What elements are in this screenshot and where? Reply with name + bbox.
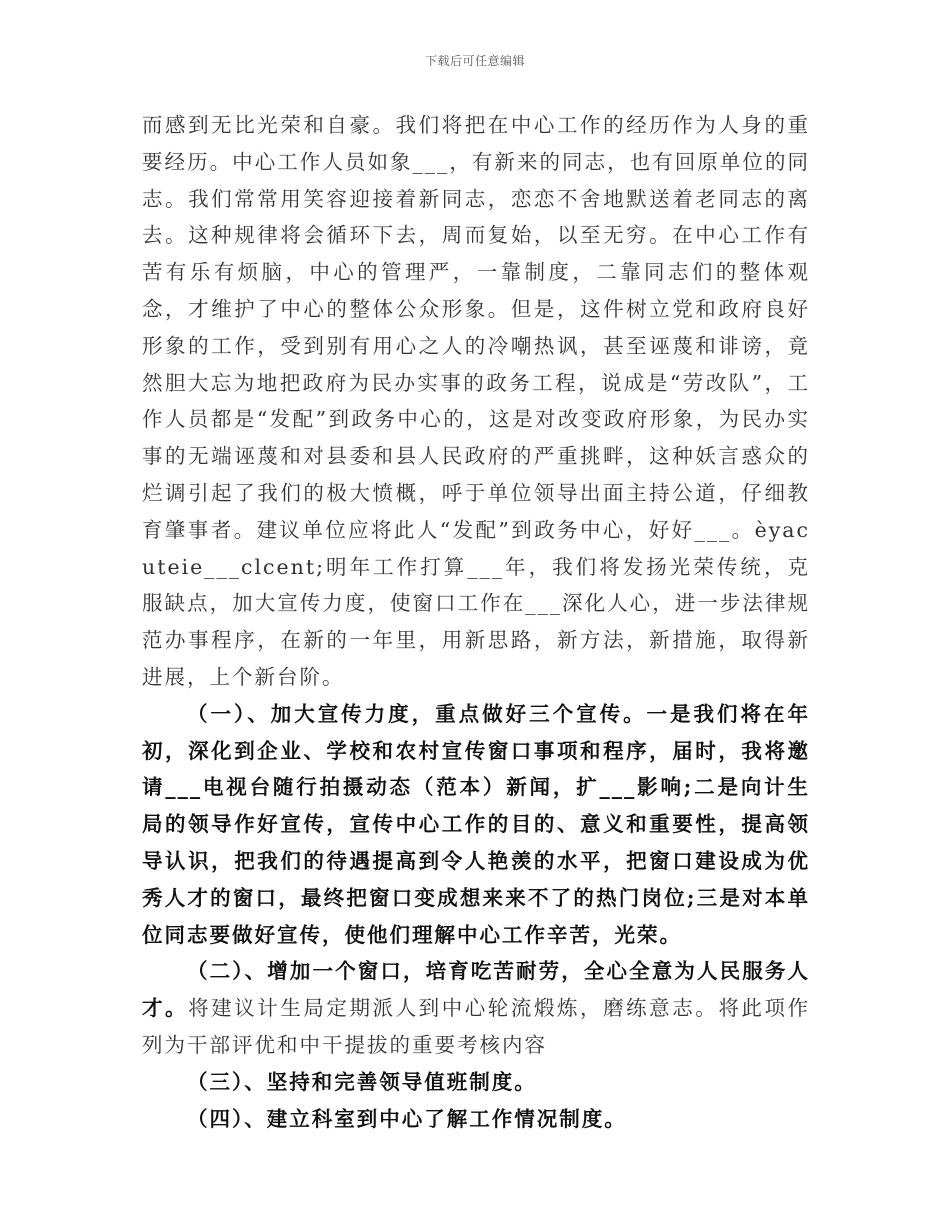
paragraph-item-1: （一）、加大宣传力度，重点做好三个宣传。一是我们将在年初，深化到企业、学校和农村宣传窗口事项和程序，届时，我将邀请___电视台随行拍摄动态（范本）新闻，扩___影响;二是向计生局的领导作好宣传，宣传中心工作的目的、意义和重要性，提高领导认识，把我们的待遇提高到令人艳羡的水平，把窗口建设成为优秀人才的窗口，最终把窗口变成想来来不了的热门岗位;三是对本单位同志要做好宣传，使他们理解中心工作辛苦，光荣。 <box>142 701 810 947</box>
paragraph-item-2-body: 将建议计生局定期派人到中心轮流煅炼，磨练意志。将此项作列为干部评优和中干提拔的重要考核内容 <box>142 996 811 1057</box>
paragraph-intro: 而感到无比光荣和自豪。我们将把在中心工作的经历作为人身的重要经历。中心工作人员如象___，有新来的同志，也有回原单位的同志。我们常常用笑容迎接着新同志，恋恋不舍地默送着老同志的离去。这种规律将会循环下去，周而复始，以至无穷。在中心工作有苦有乐有烦脑，中心的管理严，一靠制度，二靠同志们的整体观念，才维护了中心的整体公众形象。但是，这件树立党和政府良好形象的工作，受到别有用心之人的冷嘲热讽，甚至诬蔑和诽谤，竟然胆大忘为地把政府为民办实事的政务工程，说成是“劳改队”，工作人员都是“发配”到政务中心的，这是对改变政府形象，为民办实事的无端诬蔑和对县委和县人民政府的严重挑畔，这种妖言惑众的烂调引起了我们的极大愤概，呼于单位领导出面主持公道，仔细教育肇事者。建议单位应将此人“发配”到政务中心，好好___。èyacuteie___clcent;明年工作打算___年，我们将发扬光荣传统，克服缺点，加大宣传力度，使窗口工作在___深化人心，进一步法律规范办事程序，在新的一年里，用新思路，新方法，新措施，取得新进展，上个新台阶。 <box>142 113 810 689</box>
document-body <box>142 107 810 1137</box>
page-header: 下载后可任意编辑 <box>424 54 525 68</box>
paragraph-item-2-heading: （二）、增加一个窗口，培育吃苦耐劳，全心全意为人民服务人才。 <box>142 959 810 1021</box>
paragraph-item-3: （三）、坚持和完善领导值班制度。 <box>187 1069 537 1094</box>
paragraph-item-4: （四）、建立科室到中心了解工作情况制度。 <box>187 1106 627 1131</box>
paragraph-item-2 <box>142 953 810 1063</box>
